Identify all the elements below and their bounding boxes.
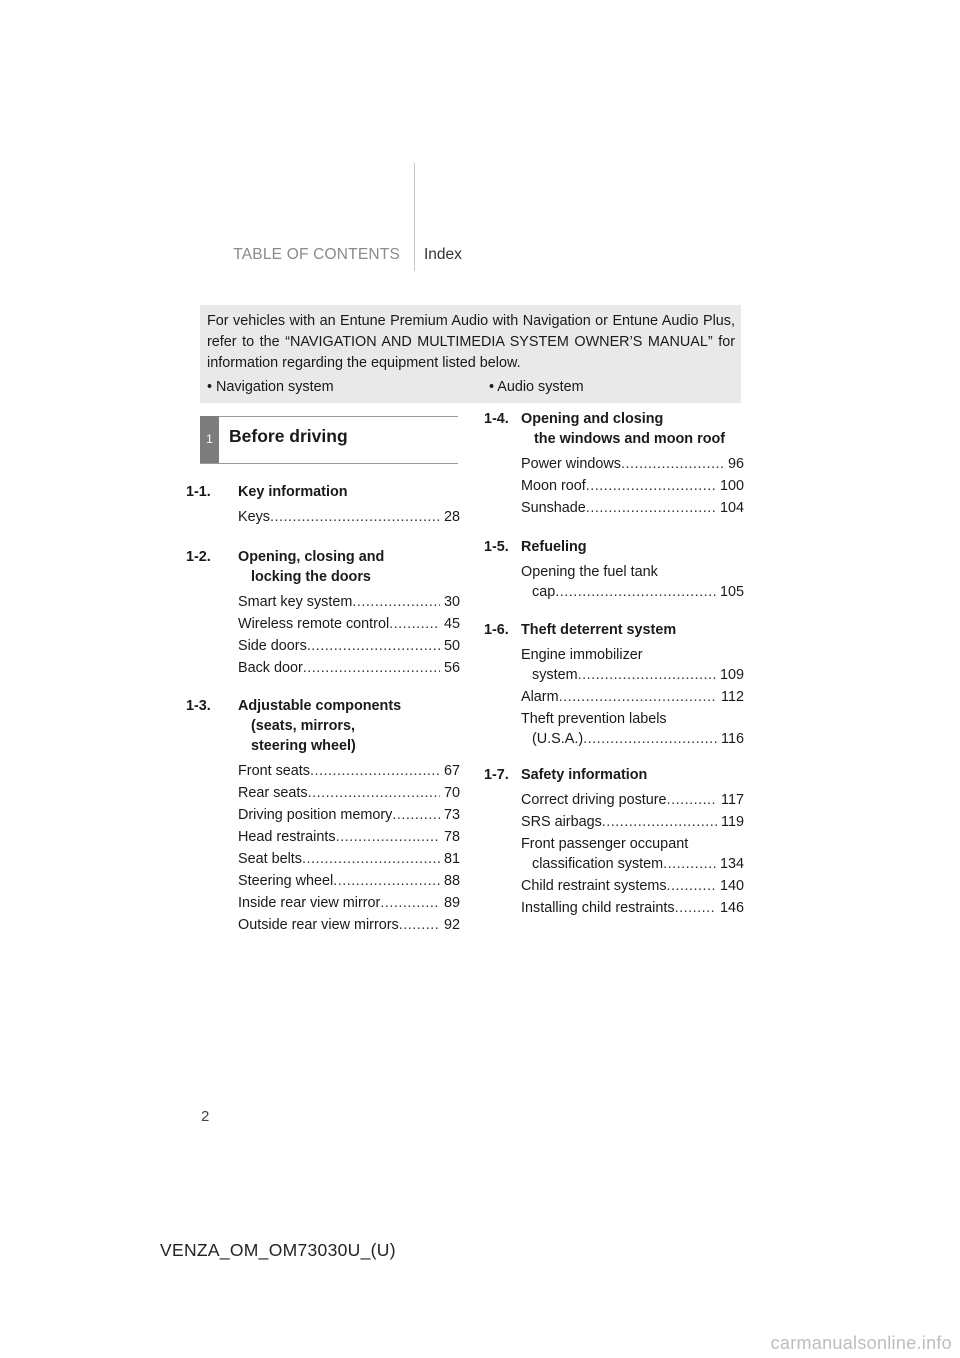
- chapter-title: Opening and closing the windows and moon roof: [521, 411, 726, 447]
- page-ref: 88: [443, 873, 460, 889]
- toc-entry-sunshade[interactable]: Sunshade ..... 104: [484, 498, 744, 518]
- toc-entry-installing-child-restraints[interactable]: Installing child restraints ..... 146: [484, 898, 744, 918]
- page-ref: 45: [443, 616, 460, 632]
- toc-entry-keys[interactable]: Keys ..... 28: [186, 507, 460, 527]
- page-ref: 78: [443, 829, 460, 845]
- document-code: VENZA_OM_OM73030U_(U): [160, 1240, 396, 1260]
- chapter-title: Key information: [238, 484, 348, 500]
- page-ref: 70: [443, 785, 460, 801]
- toc-entry-srs-airbags[interactable]: SRS airbags ..... 119: [484, 812, 744, 832]
- chapter-1-2: [186, 547, 460, 678]
- toc-entry-seat-belts[interactable]: Seat belts ..... 81: [186, 849, 460, 869]
- chapter-heading[interactable]: [484, 620, 744, 640]
- chapter-1-4: [484, 409, 744, 518]
- toc-entry-power-windows[interactable]: Power windows ..... 96: [484, 454, 744, 474]
- toc-entry-engine-immobilizer-system[interactable]: Engine immobilizer system ..... 109: [484, 645, 744, 685]
- index-link[interactable]: Index: [424, 246, 462, 263]
- toc-entry-front-passenger-occupant-classification-system[interactable]: Front passenger occupant classification system ..... 134: [484, 834, 744, 874]
- page-ref: 73: [443, 807, 460, 823]
- toc-entry-theft-prevention-labels[interactable]: Theft prevention labels (U.S.A.) ..... 116: [484, 709, 744, 749]
- page-ref: 30: [443, 594, 460, 610]
- chapter-title: Refueling: [521, 539, 587, 555]
- toc-entry-rear-seats[interactable]: Rear seats ..... 70: [186, 783, 460, 803]
- page-ref: 140: [719, 878, 744, 894]
- chapter-number: 1-1.: [186, 484, 211, 500]
- chapter-title: Adjustable components (seats, mirrors, steering wheel): [238, 698, 402, 754]
- page-ref: 50: [443, 638, 460, 654]
- chapter-heading[interactable]: [484, 765, 744, 785]
- chapter-title: Opening, closing and locking the doors: [238, 549, 385, 585]
- page-ref: 117: [721, 792, 744, 808]
- section-header: [200, 416, 458, 464]
- chapter-number: 1-4.: [484, 411, 509, 427]
- toc-entry-alarm[interactable]: Alarm ..... 112: [484, 687, 744, 707]
- chapter-heading[interactable]: [186, 696, 460, 756]
- page-ref: 92: [443, 917, 460, 933]
- toc-entry-back-door[interactable]: Back door ..... 56: [186, 658, 460, 678]
- page-ref: 112: [721, 689, 744, 705]
- page-ref: 56: [443, 660, 460, 676]
- toc-entry-inside-rear-view-mirror[interactable]: Inside rear view mirror ..... 89: [186, 893, 460, 913]
- chapter-1-3: [186, 696, 460, 935]
- toc-entry-front-seats[interactable]: Front seats ..... 67: [186, 761, 460, 781]
- toc-entry-driving-position-memory[interactable]: Driving position memory ..... 73: [186, 805, 460, 825]
- chapter-heading[interactable]: [186, 482, 460, 502]
- page-ref: 89: [443, 895, 460, 911]
- chapter-number: 1-2.: [186, 549, 211, 565]
- chapter-1-5: [484, 537, 744, 602]
- chapter-heading[interactable]: [484, 409, 744, 449]
- watermark: carmanualsonline.info: [770, 1333, 952, 1353]
- page-ref: 119: [721, 814, 744, 830]
- section-bottom-rule: [200, 463, 458, 464]
- toc-entry-child-restraint-systems[interactable]: Child restraint systems ..... 140: [484, 876, 744, 896]
- page-ref: 134: [719, 856, 744, 872]
- toc-entry-moon-roof[interactable]: Moon roof ..... 100: [484, 476, 744, 496]
- toc-entry-wireless-remote-control[interactable]: Wireless remote control ..... 45: [186, 614, 460, 634]
- chapter-number: 1-5.: [484, 539, 509, 555]
- page-ref: 105: [719, 584, 744, 600]
- toc-entry-head-restraints[interactable]: Head restraints ..... 78: [186, 827, 460, 847]
- page-ref: 81: [443, 851, 460, 867]
- toc-entry-side-doors[interactable]: Side doors ..... 50: [186, 636, 460, 656]
- notice-item-navigation: • Navigation system: [207, 379, 334, 395]
- page-ref: 109: [719, 667, 744, 683]
- page-ref: 104: [719, 500, 744, 516]
- chapter-1-6: [484, 620, 744, 749]
- nav-divider: [414, 163, 415, 271]
- chapter-1-1: [186, 482, 460, 527]
- page-number: 2: [201, 1108, 210, 1125]
- page-ref: 100: [719, 478, 744, 494]
- chapter-title: Theft deterrent system: [521, 622, 677, 638]
- toc-entry-opening-the-fuel-tank-cap[interactable]: Opening the fuel tank cap ..... 105: [484, 562, 744, 602]
- page-ref: 146: [719, 900, 744, 916]
- section-number-tab: 1: [200, 416, 219, 464]
- section-title: Before driving: [229, 426, 348, 446]
- toc-entry-steering-wheel[interactable]: Steering wheel ..... 88: [186, 871, 460, 891]
- chapter-number: 1-7.: [484, 767, 509, 783]
- section-top-rule: [200, 416, 458, 417]
- notice-item-audio: • Audio system: [489, 379, 584, 395]
- chapter-heading[interactable]: [484, 537, 744, 557]
- chapter-title: Safety information: [521, 767, 648, 783]
- table-of-contents-link[interactable]: TABLE OF CONTENTS: [233, 246, 400, 263]
- toc-entry-smart-key-system[interactable]: Smart key system ..... 30: [186, 592, 460, 612]
- page-ref: 96: [727, 456, 744, 472]
- page-ref: 67: [443, 763, 460, 779]
- page-ref: 28: [443, 509, 460, 525]
- page-ref: 116: [721, 731, 744, 747]
- chapter-1-7: [484, 765, 744, 918]
- chapter-number: 1-3.: [186, 698, 211, 714]
- top-navigation: [0, 0, 960, 280]
- chapter-heading[interactable]: [186, 547, 460, 587]
- chapter-number: 1-6.: [484, 622, 509, 638]
- toc-entry-correct-driving-posture[interactable]: Correct driving posture ..... 117: [484, 790, 744, 810]
- entune-notice-box: [200, 305, 741, 403]
- notice-text: For vehicles with an Entune Premium Audio with Navigation or Entune Audio Plus, refer to the “NAVIGATION AND MULTIMEDIA SYSTEM OWNER’S MANUAL” for information regarding the equipment listed below.: [207, 313, 735, 371]
- toc-entry-outside-rear-view-mirrors[interactable]: Outside rear view mirrors ..... 92: [186, 915, 460, 935]
